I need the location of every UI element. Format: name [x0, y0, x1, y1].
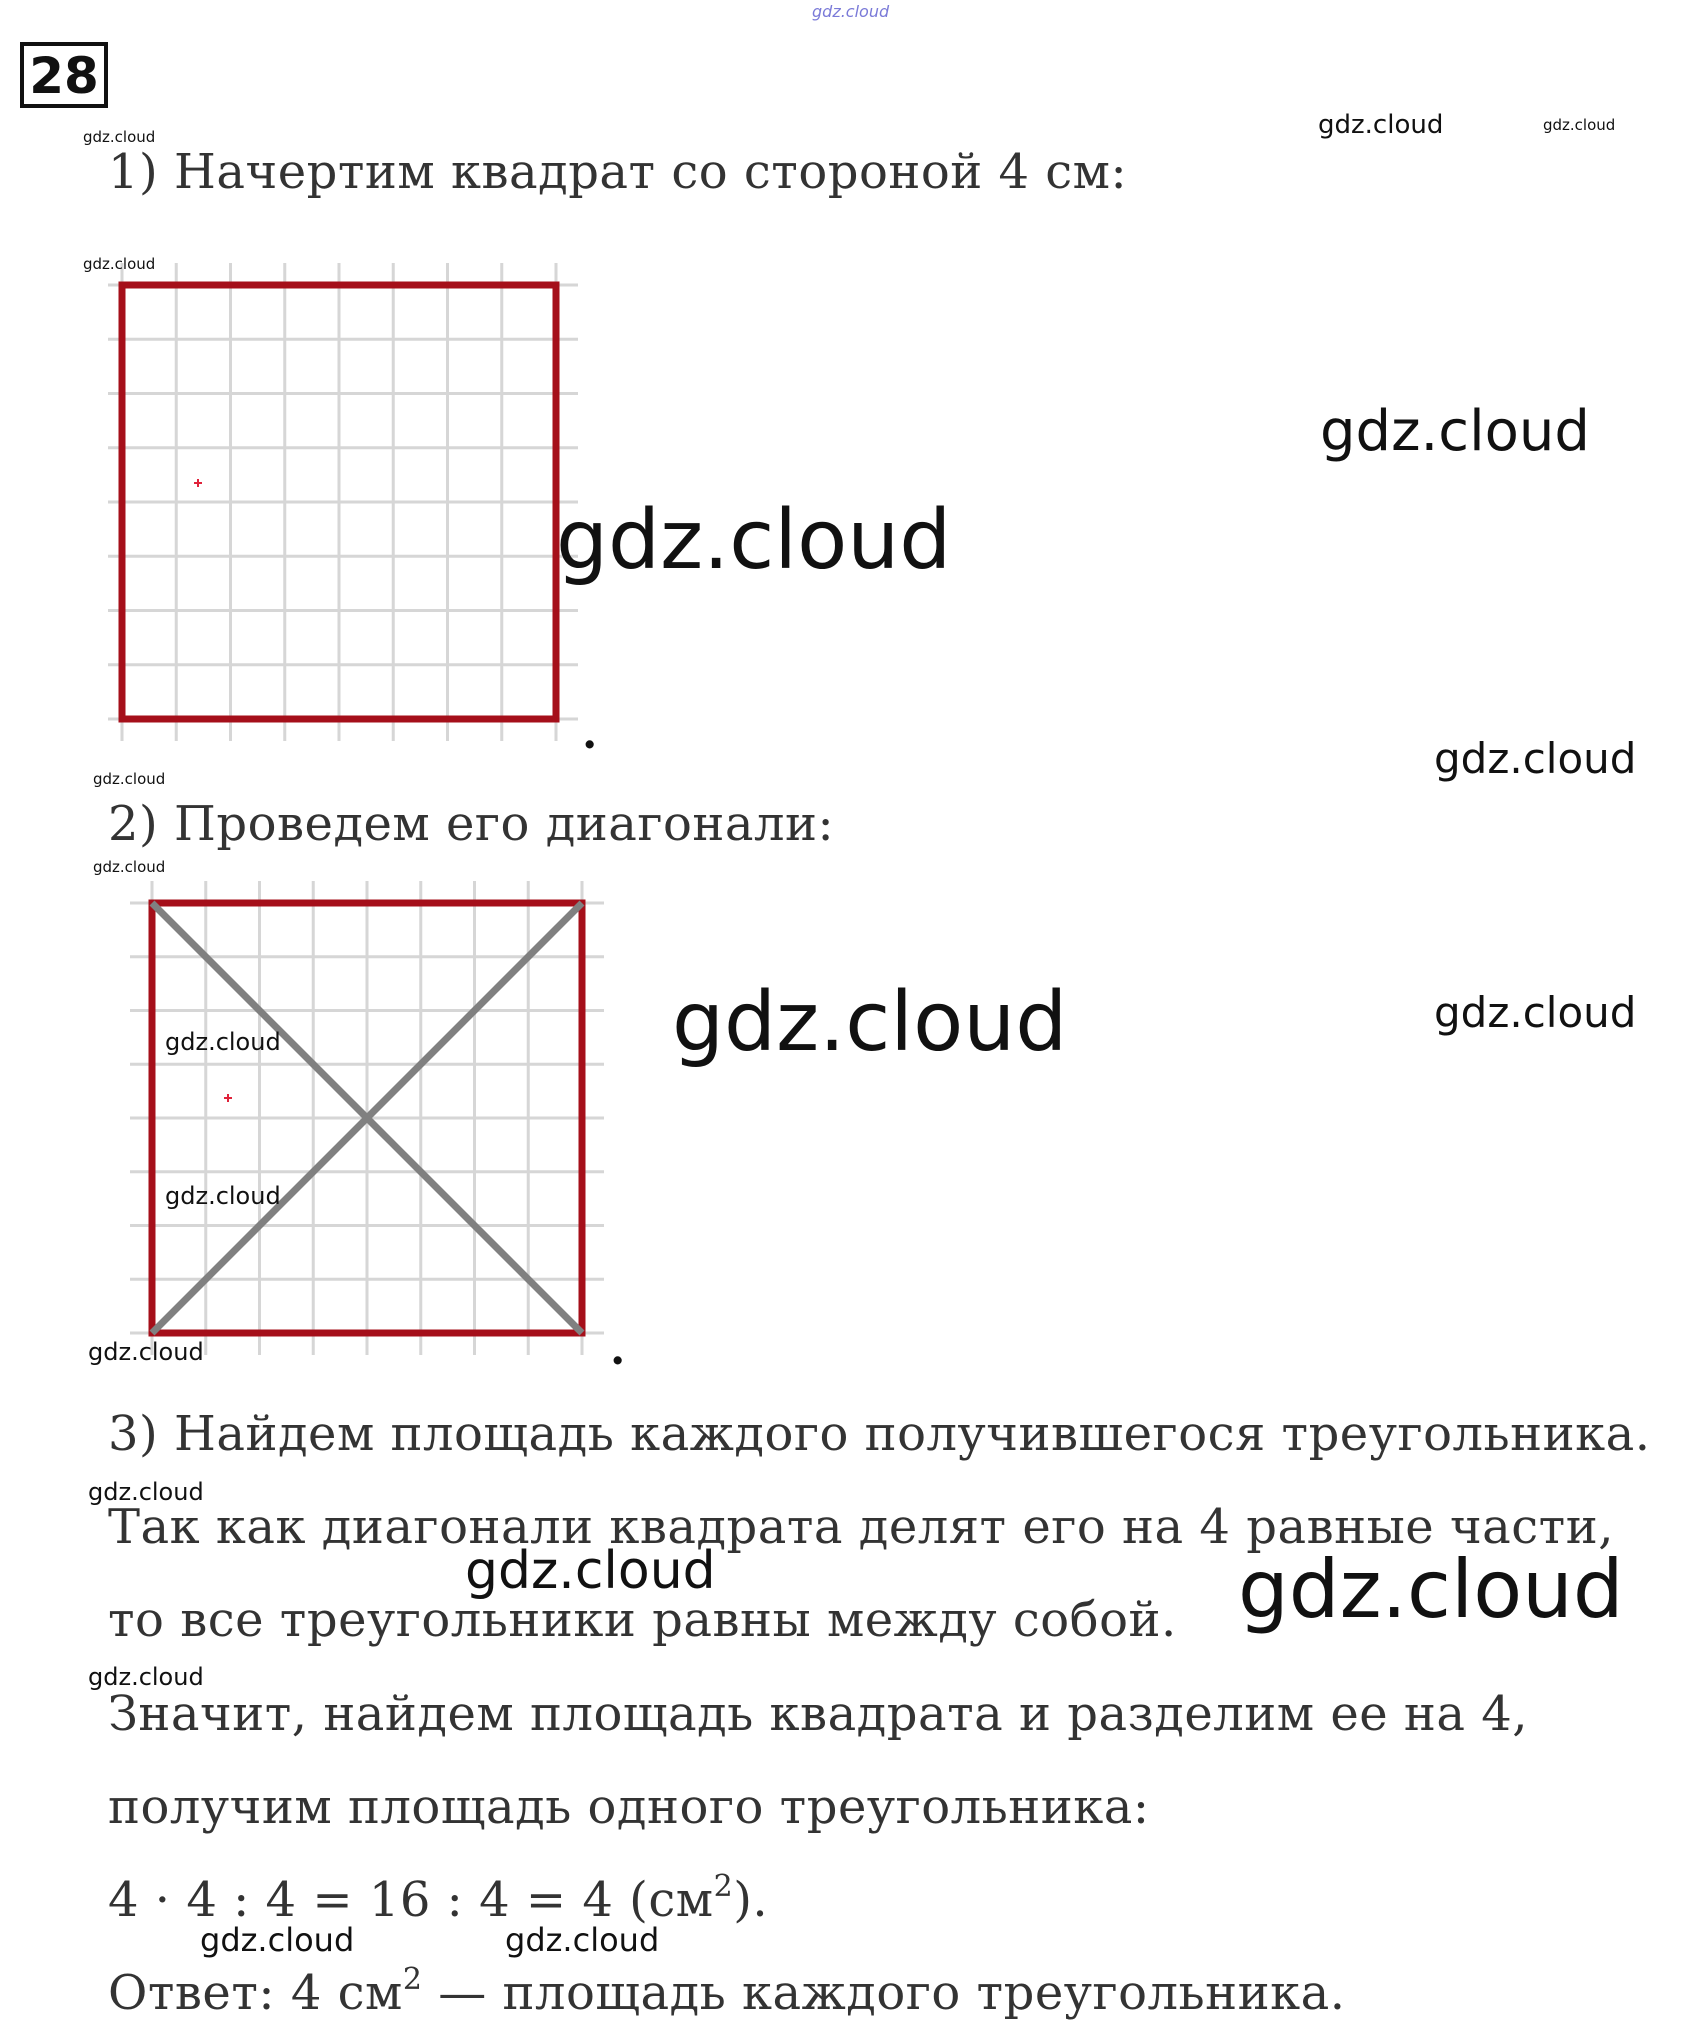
- watermark: gdz.cloud: [165, 1028, 281, 1056]
- watermark: gdz.cloud: [1434, 734, 1637, 783]
- marker-2: [224, 1094, 232, 1102]
- watermark: gdz.cloud: [83, 128, 156, 146]
- watermark: gdz.cloud: [93, 770, 166, 788]
- watermark: gdz.cloud: [1543, 116, 1616, 134]
- watermark: gdz.cloud: [556, 493, 952, 588]
- formula: [108, 1869, 769, 1928]
- watermark: gdz.cloud: [88, 1478, 204, 1506]
- task-number-badge: 28: [20, 42, 108, 108]
- answer: [108, 1962, 1346, 2021]
- watermark: gdz.cloud: [165, 1182, 281, 1210]
- watermark: gdz.cloud: [1318, 110, 1444, 140]
- watermark: gdz.cloud: [88, 1663, 204, 1691]
- figure-square-diagonals: [108, 878, 628, 1368]
- figure-2-dot: .: [610, 1324, 626, 1375]
- marker-1: [194, 479, 202, 487]
- grid-1: [108, 263, 578, 741]
- step-3-line-1: 3) Найдем площадь каждого получившегося треугольника.: [108, 1406, 1651, 1462]
- header-watermark: gdz.cloud: [812, 2, 890, 21]
- step-3-line-4: Значит, найдем площадь квадрата и разделим ее на 4,: [108, 1686, 1529, 1742]
- answer-end: — площадь каждого треугольника.: [422, 1965, 1346, 2021]
- formula-main: 4 · 4 : 4 = 16 : 4 = 4 (см: [108, 1872, 714, 1928]
- watermark: gdz.cloud: [93, 858, 166, 876]
- figure-square: [108, 235, 608, 759]
- step-3-line-2: Так как диагонали квадрата делят его на 4 равные части,: [108, 1499, 1614, 1555]
- watermark: gdz.cloud: [672, 975, 1068, 1070]
- watermark: gdz.cloud: [1238, 1543, 1624, 1636]
- watermark: gdz.cloud: [505, 1921, 660, 1959]
- watermark: gdz.cloud: [200, 1921, 355, 1959]
- answer-main: Ответ: 4 см: [108, 1965, 403, 2021]
- step-2-text: 2) Проведем его диагонали:: [108, 796, 835, 852]
- watermark: gdz.cloud: [83, 255, 156, 273]
- watermark: gdz.cloud: [1320, 399, 1590, 464]
- formula-end: ).: [733, 1872, 769, 1928]
- watermark: gdz.cloud: [88, 1338, 204, 1366]
- figure-1-dot: .: [582, 708, 598, 759]
- watermark: gdz.cloud: [1434, 988, 1637, 1037]
- step-1-text: 1) Начертим квадрат со стороной 4 см:: [108, 144, 1128, 200]
- formula-sup: 2: [713, 1869, 734, 1904]
- step-3-line-5: получим площадь одного треугольника:: [108, 1779, 1150, 1835]
- watermark: gdz.cloud: [465, 1541, 716, 1601]
- step-3-line-3: то все треугольники равны между собой.: [108, 1592, 1177, 1648]
- answer-sup: 2: [402, 1962, 423, 1997]
